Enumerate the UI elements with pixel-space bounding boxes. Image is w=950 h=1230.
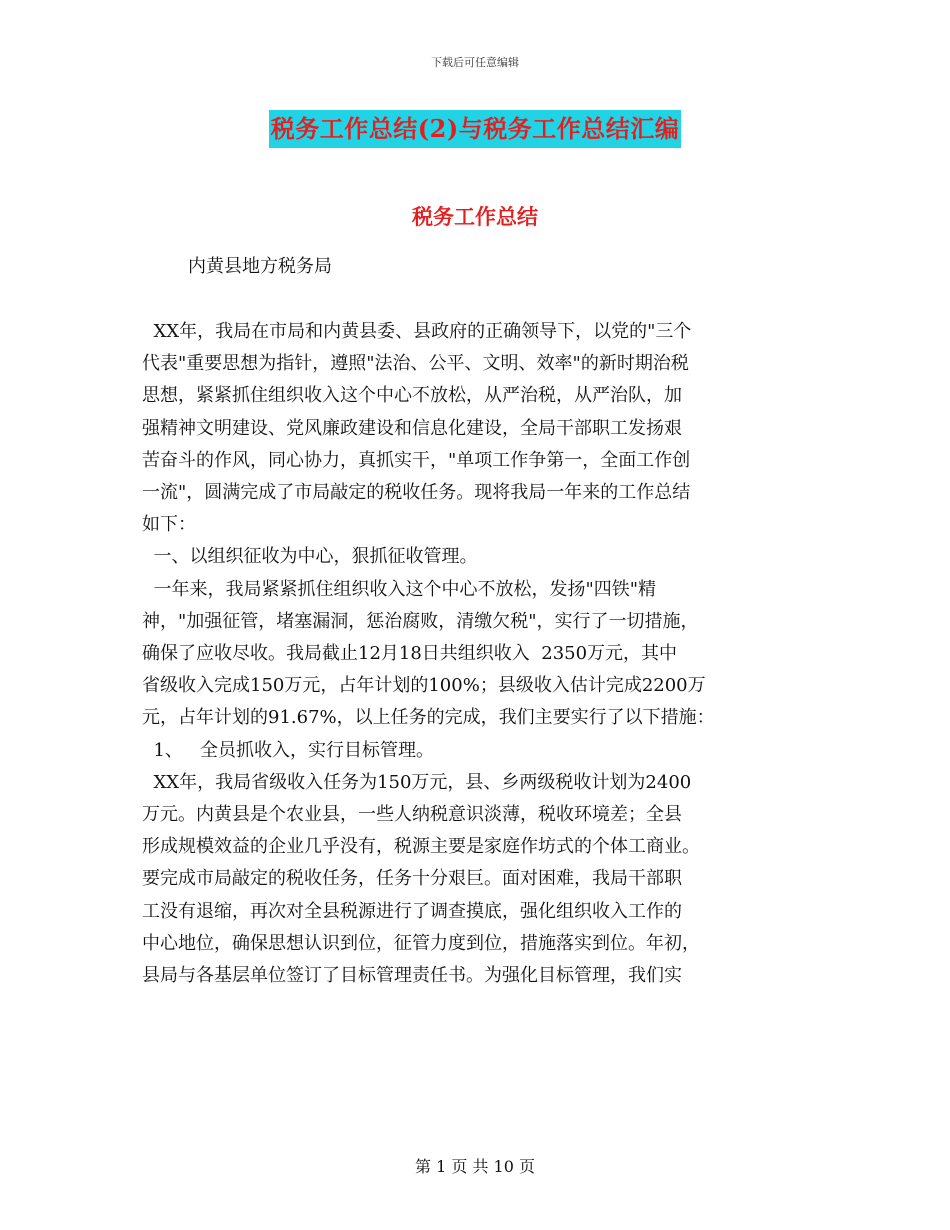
body-line: 一、以组织征收为中心，狠抓征收管理。 [142, 546, 478, 568]
body-line: 县局与各基层单位签订了目标管理责任书。为强化目标管理，我们实 [142, 965, 682, 987]
body-line: 1、 全员抓收入，实行目标管理。 [142, 739, 435, 761]
document-title-container [0, 110, 950, 148]
body-line: XX年，我局省级收入任务为150万元，县、乡两级税收计划为2400 [142, 771, 692, 793]
body-line: 要完成市局敲定的税收任务，任务十分艰巨。面对困难，我局干部职 [142, 868, 682, 890]
body-line: 思想，紧紧抓住组织收入这个中心不放松，从严治税，从严治队，加 [142, 385, 682, 407]
body-line: 确保了应收尽收。我局截止12月18日共组织收入 2350万元，其中 [142, 643, 678, 665]
body-line: 一年来，我局紧紧抓住组织收入这个中心不放松，发扬"四铁"精 [142, 578, 656, 600]
section-title: 税务工作总结 [412, 204, 538, 229]
page-number: 第 1 页 共 10 页 [415, 1157, 535, 1176]
body-line: 省级收入完成150万元，占年计划的100%；县级收入估计完成2200万 [142, 675, 706, 697]
body-line: 元，占年计划的91.67%，以上任务的完成，我们主要实行了以下措施： [142, 707, 715, 729]
body-line: 强精神文明建设、党风廉政建设和信息化建设，全局干部职工发扬艰 [142, 417, 682, 439]
body-line: 神，"加强征管，堵塞漏洞，惩治腐败，清缴欠税"，实行了一切措施， [142, 610, 699, 632]
body-line: 如下： [142, 514, 196, 536]
document-title: 税务工作总结(2)与税务工作总结汇编 [269, 110, 681, 148]
body-line: 工没有退缩，再次对全县税源进行了调查摸底，强化组织收入工作的 [142, 900, 682, 922]
body-line: 苦奋斗的作风，同心协力，真抓实干，"单项工作争第一，全面工作创 [142, 449, 691, 471]
body-line: 代表"重要思想为指针，遵照"法治、公平、文明、效率"的新时期治税 [142, 353, 689, 375]
body-line: 形成规模效益的企业几乎没有，税源主要是家庭作坊式的个体工商业。 [142, 836, 700, 858]
body-line: 一流"，圆满完成了市局敲定的税收任务。现将我局一年来的工作总结 [142, 482, 691, 504]
page-header-note: 下载后可任意编辑 [431, 56, 519, 69]
body-line: 万元。内黄县是个农业县，一些人纳税意识淡薄，税收环境差；全县 [142, 804, 682, 826]
body-text [142, 316, 810, 992]
body-line: XX年，我局在市局和内黄县委、县政府的正确领导下，以党的"三个 [142, 321, 692, 342]
body-line: 中心地位，确保思想认识到位，征管力度到位，措施落实到位。年初， [142, 932, 700, 954]
author-line: 内黄县地方税务局 [188, 256, 332, 277]
